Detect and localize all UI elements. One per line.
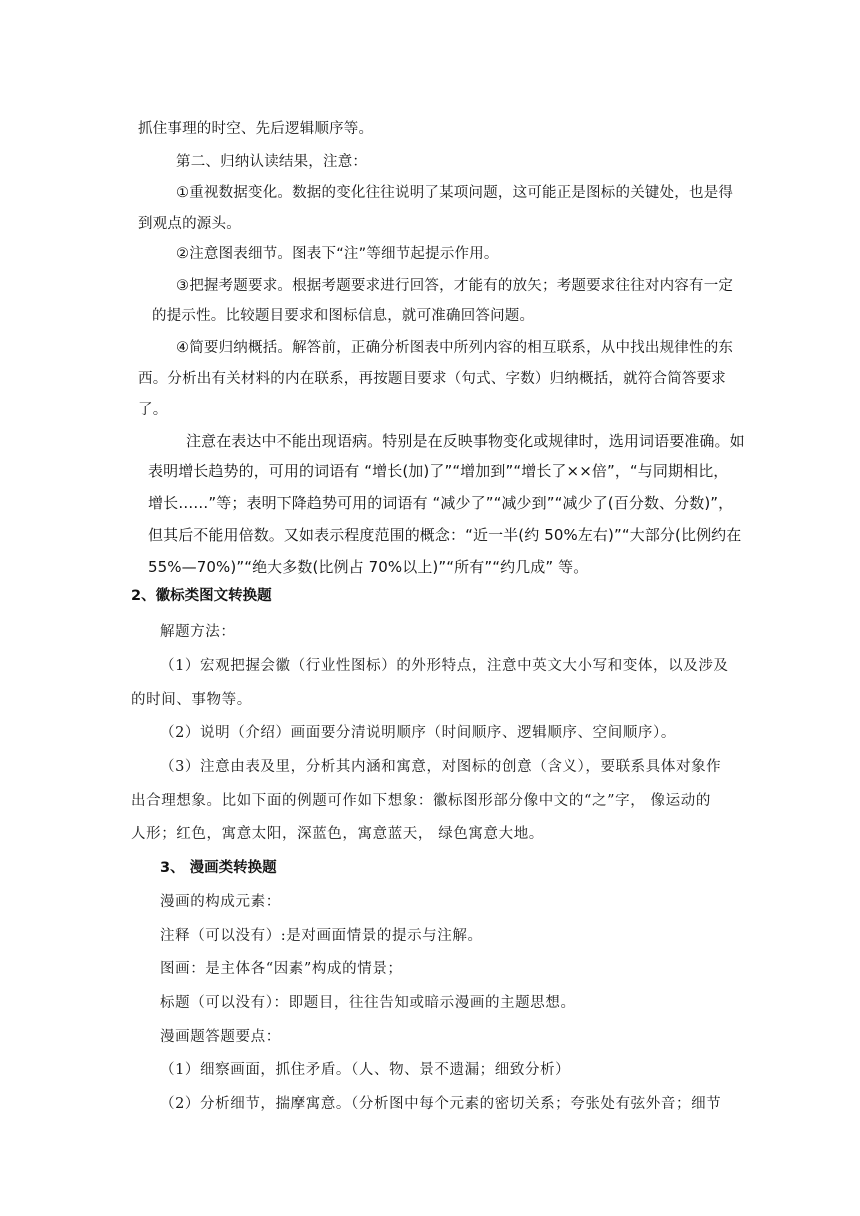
method-item: （1）宏观把握会徽（行业性图标）的外形特点，注意中英文大小写和变体，以及涉及: [160, 658, 729, 674]
body-line: 注释（可以没有）:是对画面情景的提示与注解。: [160, 928, 483, 944]
excerpt-line: 抓住事理的时空、先后逻辑顺序等。: [138, 121, 374, 137]
method-item: 人形；红色，寓意太阳，深蓝色，寓意蓝天， 绿色寓意大地。: [131, 826, 544, 842]
excerpt-line: ③把握考题要求。根据考题要求进行回答，才能有的放矢；考题要求往往对内容有一定: [176, 278, 734, 294]
body-line: （2）分析细节，揣摩寓意。（分析图中每个元素的密切关系；夸张处有弦外音；细节: [160, 1096, 722, 1112]
excerpt-line: 西。分析出有关材料的内在联系，再按题目要求（句式、字数）归纳概括，就符合简答要求: [138, 371, 726, 387]
excerpt-line: 的提示性。比较题目要求和图标信息，就可准确回答问题。: [152, 308, 535, 324]
body-line: 漫画的构成元素：: [160, 894, 281, 910]
body-line: 漫画题答题要点：: [160, 1029, 281, 1045]
method-label: 解题方法：: [160, 624, 236, 640]
note-line: 表明增长趋势的，可用的词语有 “增长(加)了”“增加到”“增长了××倍”，“与同期相比，: [148, 462, 729, 480]
note-line: 55%—70%)”“绝大多数(比例占 70%以上)”“所有”“约几成” 等。: [148, 558, 589, 576]
excerpt-line: ②注意图表细节。图表下“注”等细节起提示作用。: [176, 246, 499, 262]
body-line: （1）细察画面，抓住矛盾。（人、物、景不遗漏；细致分析）: [160, 1062, 571, 1078]
method-item: （3）注意由表及里，分析其内涵和寓意，对图标的创意（含义），要联系具体对象作: [160, 759, 722, 775]
body-line: 图画：是主体各“因素”构成的情景；: [160, 961, 403, 977]
body-line: 标题（可以没有）：即题目，往往告知或暗示漫画的主题思想。: [160, 995, 576, 1011]
section-2-title: 2、徽标类图文转换题: [131, 588, 272, 604]
embedded-text-image: [138, 108, 745, 580]
excerpt-line: 第二、归纳认读结果，注意：: [176, 154, 368, 170]
excerpt-line: ①重视数据变化。数据的变化往往说明了某项问题，这可能正是图标的关键处，也是得: [176, 185, 734, 201]
method-item: （2）说明（介绍）画面要分清说明顺序（时间顺序、逻辑顺序、空间顺序）。: [160, 725, 676, 741]
note-line: 增长……”等；表明下降趋势可用的词语有 “减少了”“减少到”“减少了(百分数、分数)”，: [148, 494, 734, 512]
note-line: 但其后不能用倍数。又如表示程度范围的概念：“近一半(约 50%左右)”“大部分(比例约在: [148, 526, 742, 544]
excerpt-line: 到观点的源头。: [138, 216, 241, 232]
note-line: 注意在表达中不能出现语病。特别是在反映事物变化或规律时，选用词语要准确。如: [186, 432, 745, 450]
excerpt-line: 了。: [138, 402, 168, 418]
section-3-title: 3、 漫画类转换题: [160, 860, 277, 876]
excerpt-line: ④简要归纳概括。解答前，正确分析图表中所列内容的相互联系，从中找出规律性的东: [176, 340, 734, 356]
method-item: 出合理想象。比如下面的例题可作如下想象：徽标图形部分像中文的“之”字， 像运动的: [131, 793, 711, 809]
method-item: 的时间、事物等。: [131, 692, 252, 708]
